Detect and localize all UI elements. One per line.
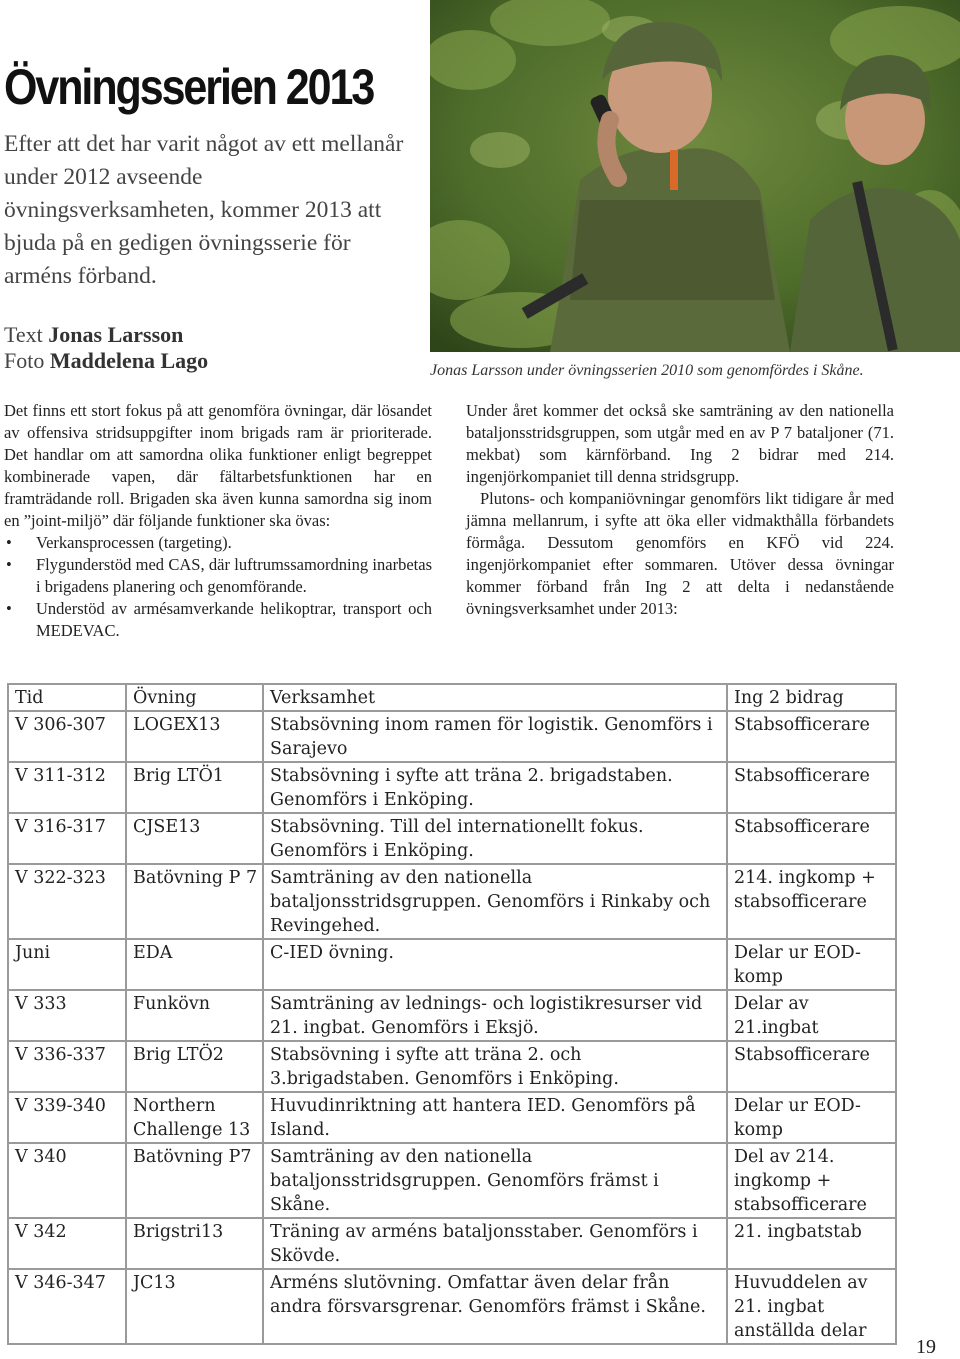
cell-verksamhet: C-IED övning.	[263, 939, 727, 990]
cell-tid: V 333	[8, 990, 126, 1041]
table-row	[8, 1218, 896, 1269]
photo-caption: Jonas Larsson under övningsserien 2010 som genomfördes i Skåne.	[430, 362, 864, 379]
table-body	[8, 711, 896, 1344]
table-row	[8, 990, 896, 1041]
photo-credit-label: Foto	[4, 348, 45, 373]
cell-verksamhet: Stabsövning i syfte att träna 2. brigadstaben. Genomförs i Enköping.	[263, 762, 727, 813]
table-header	[8, 684, 896, 711]
cell-ovning: Brigstri13	[126, 1218, 263, 1269]
header-tid: Tid	[8, 684, 126, 711]
text-credit-author: Jonas Larsson	[48, 322, 184, 347]
cell-bidrag: 21. ingbatstab	[727, 1218, 896, 1269]
left-column	[4, 400, 432, 642]
photo-credit-author: Maddelena Lago	[49, 348, 209, 373]
cell-bidrag: Stabsofficerare	[727, 762, 896, 813]
list-item: • Verkansprocessen (targeting).	[4, 532, 432, 554]
cell-tid: V 306-307	[8, 711, 126, 762]
table-row	[8, 864, 896, 939]
table-row	[8, 762, 896, 813]
cell-tid: V 316-317	[8, 813, 126, 864]
cell-tid: V 339-340	[8, 1092, 126, 1143]
cell-ovning: Brig LTÖ2	[126, 1041, 263, 1092]
cell-verksamhet: Arméns slutövning. Omfattar även delar från andra försvarsgrenar. Genomförs främst i Skåne.	[263, 1269, 727, 1344]
functions-list	[4, 532, 432, 642]
header-ing2-bidrag: Ing 2 bidrag	[727, 684, 896, 711]
cell-bidrag: Stabsofficerare	[727, 813, 896, 864]
cell-bidrag: Stabsofficerare	[727, 1041, 896, 1092]
cell-ovning: LOGEX13	[126, 711, 263, 762]
cell-verksamhet: Träning av arméns bataljonsstaber. Genomförs i Skövde.	[263, 1218, 727, 1269]
right-paragraph-1: Under året kommer det också ske samträning av den nationella bataljonsstridsgruppen, som utgår med en av P 7 bataljoner (71. mekbat) som kärnförband. Ing 2 bidrar med 214. ingenjörkompaniet till denna stridsgrupp.	[466, 401, 894, 486]
article-lead: Efter att det har varit något av ett mellanår under 2012 avseende övningsverksamheten, kommer 2013 att bjuda på en gedigen övningsserie för arméns förband.	[4, 131, 404, 289]
cell-ovning: Batövning P 7	[126, 864, 263, 939]
cell-ovning: Brig LTÖ1	[126, 762, 263, 813]
cell-tid: V 336-337	[8, 1041, 126, 1092]
cell-tid: V 311-312	[8, 762, 126, 813]
table-row	[8, 939, 896, 990]
cell-tid: V 322-323	[8, 864, 126, 939]
header-verksamhet: Verksamhet	[263, 684, 727, 711]
cell-bidrag: Delar ur EOD-komp	[727, 1092, 896, 1143]
cell-tid: V 346-347	[8, 1269, 126, 1344]
cell-tid: Juni	[8, 939, 126, 990]
soldiers-photo	[430, 0, 960, 352]
table-row	[8, 1092, 896, 1143]
cell-verksamhet: Samträning av den nationella bataljonsstridsgruppen. Genomförs främst i Skåne.	[263, 1143, 727, 1218]
text-credit-label: Text	[4, 322, 43, 347]
table-row	[8, 813, 896, 864]
cell-bidrag: Huvuddelen av 21. ingbat anställda delar	[727, 1269, 896, 1344]
cell-bidrag: 214. ingkomp + stabsofficerare	[727, 864, 896, 939]
cell-verksamhet: Samträning av den nationella bataljonsstridsgruppen. Genomförs i Rinkaby och Revingehed.	[263, 864, 727, 939]
cell-bidrag: Delar ur EOD-komp	[727, 939, 896, 990]
cell-bidrag: Delar av 21.ingbat	[727, 990, 896, 1041]
text-credit	[4, 322, 208, 348]
cell-tid: V 342	[8, 1218, 126, 1269]
cell-ovning: Funkövn	[126, 990, 263, 1041]
photo-credit	[4, 348, 208, 374]
cell-bidrag: Del av 214. ingkomp + stabsofficerare	[727, 1143, 896, 1218]
header-ovning: Övning	[126, 684, 263, 711]
article-title: Övningsserien 2013	[4, 59, 374, 115]
cell-bidrag: Stabsofficerare	[727, 711, 896, 762]
left-paragraph: Det finns ett stort fokus på att genomföra övningar, där lösandet av offensiva stridsuppgifter inom brigads ram är prioriterade. Det handlar om att samordna olika funktioner enligt begreppet kombinerade vapen, där fältarbetsfunktionen har en framträdande roll. Brigaden ska även kunna samordna sig inom en ”joint-miljö” där följande funktioner ska övas:	[4, 401, 432, 530]
credits	[4, 322, 208, 374]
exercise-schedule-table	[7, 683, 897, 1345]
page-number: 19	[916, 1336, 936, 1358]
table-header-row	[8, 684, 896, 711]
right-column	[466, 400, 894, 620]
cell-ovning: Northern Challenge 13	[126, 1092, 263, 1143]
cell-verksamhet: Huvudinriktning att hantera IED. Genomförs på Island.	[263, 1092, 727, 1143]
cell-ovning: CJSE13	[126, 813, 263, 864]
list-item: • Understöd av armésamverkande helikoptrar, transport och MEDEVAC.	[4, 598, 432, 642]
cell-verksamhet: Stabsövning inom ramen för logistik. Genomförs i Sarajevo	[263, 711, 727, 762]
cell-verksamhet: Stabsövning. Till del internationellt fokus. Genomförs i Enköping.	[263, 813, 727, 864]
cell-verksamhet: Stabsövning i syfte att träna 2. och 3.brigadstaben. Genomförs i Enköping.	[263, 1041, 727, 1092]
cell-verksamhet: Samträning av lednings- och logistikresurser vid 21. ingbat. Genomförs i Eksjö.	[263, 990, 727, 1041]
cell-tid: V 340	[8, 1143, 126, 1218]
cell-ovning: JC13	[126, 1269, 263, 1344]
table-row	[8, 1143, 896, 1218]
list-item: • Flygunderstöd med CAS, där luftrumssamordning inarbetas i brigadens planering och genomförande.	[4, 554, 432, 598]
right-paragraph-2: Plutons- och kompaniövningar genomförs likt tidigare år med jämna mellanrum, i syfte att öka eller vidmakthålla förbandets förmåga. Dessutom genomförs en KFÖ vid 224. ingenjörkompaniet efter sommaren. Utöver dessa övningar kommer förband från Ing 2 att delta i nedanstående övningsverksamhet under 2013:	[466, 489, 894, 618]
cell-ovning: EDA	[126, 939, 263, 990]
table-row	[8, 1269, 896, 1344]
soldiers-photo-illustration	[430, 0, 960, 352]
table-row	[8, 711, 896, 762]
cell-ovning: Batövning P7	[126, 1143, 263, 1218]
table-row	[8, 1041, 896, 1092]
